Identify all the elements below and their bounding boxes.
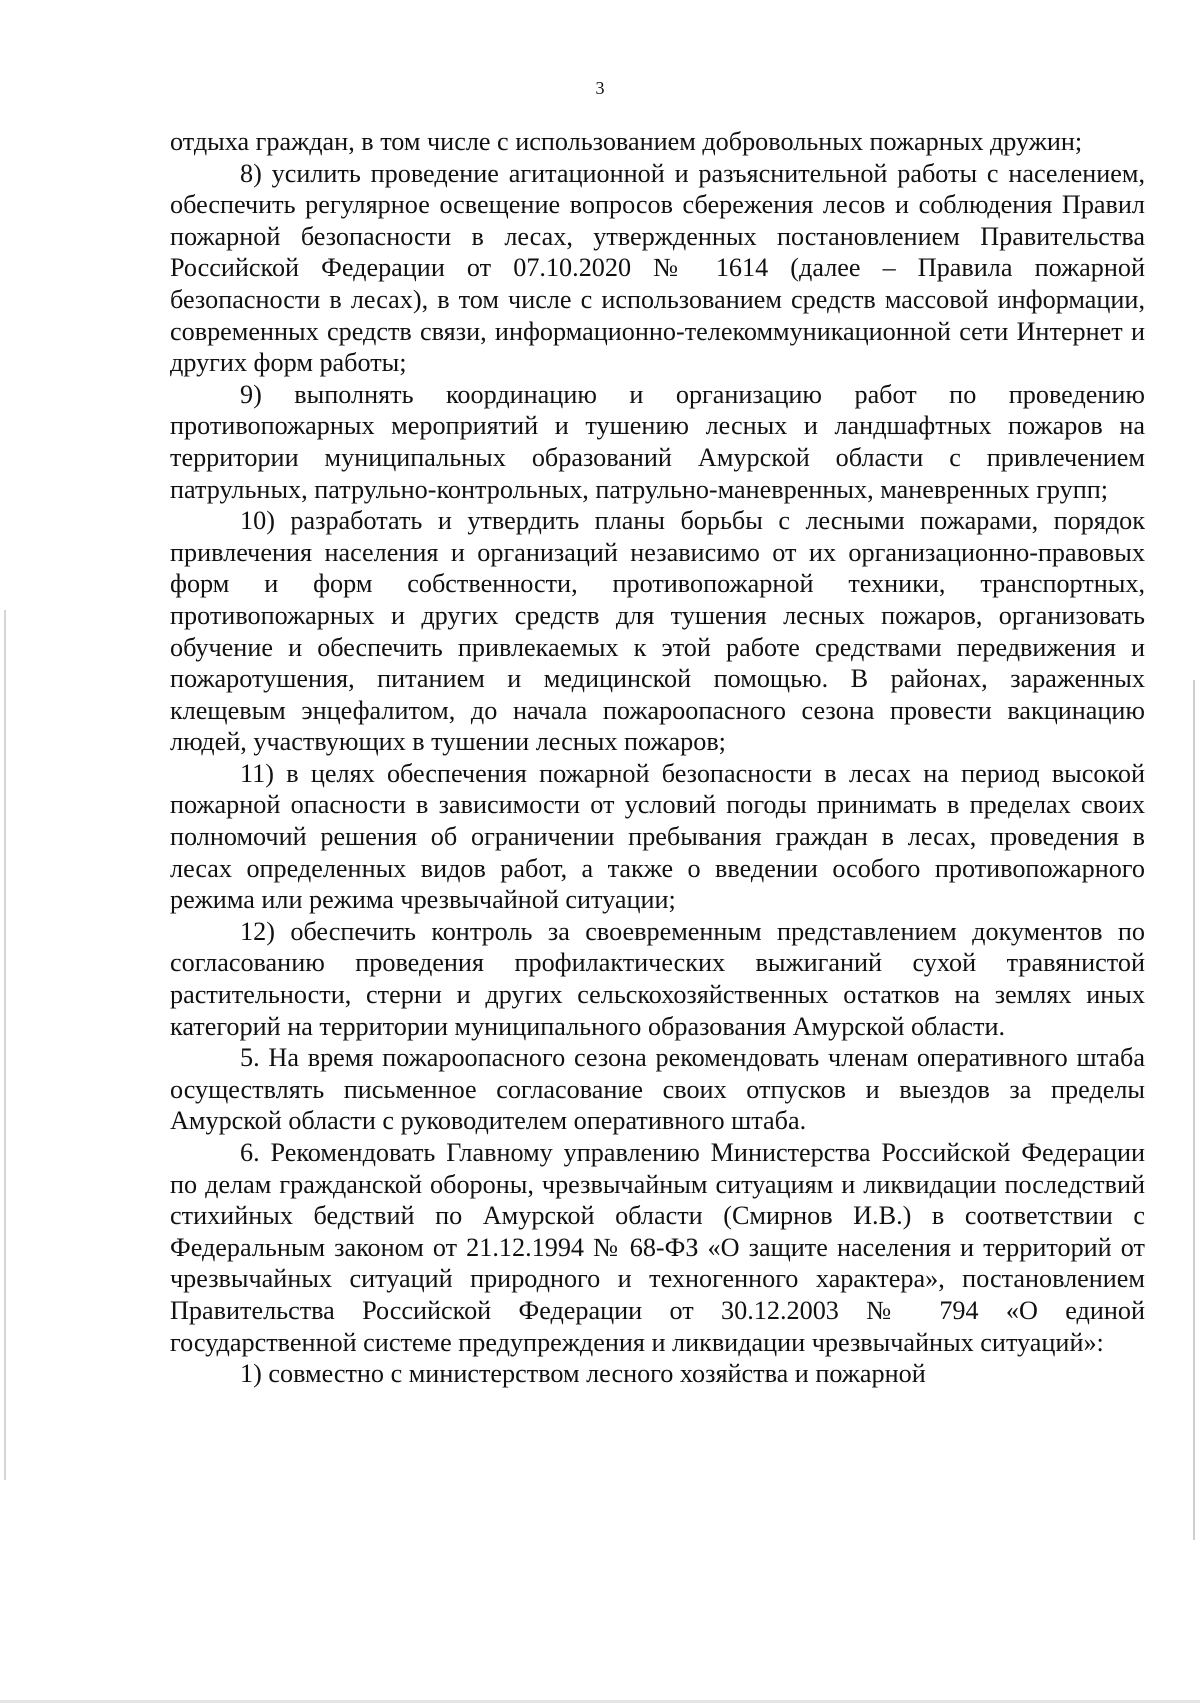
list-item-10: 10) разработать и утвердить планы борьбы с лесными пожарами, порядок привлечения населения и организаций независимо от их организационно-правовых форм и форм собственности, противопожарной техники, транспортных, противопожарных и других средств для тушения лесных пожаров, организовать обучение и обеспечить привлекаемых к этой работе средствами передвижения и пожаротушения, питанием и медицинской помощью. В районах, зараженных клещевым энцефалитом, до начала пожароопасного сезона провести вакцинацию людей, участвующих в тушении лесных пожаров; [170, 506, 1145, 757]
list-item-12: 12) обеспечить контроль за своевременным представлением документов по согласованию проведения профилактических выжиганий сухой травянистой растительности, стерни и других сельскохозяйственных остатков на землях иных категорий на территории муниципального образования Амурской области. [170, 916, 1145, 1041]
list-item-11: 11) в целях обеспечения пожарной безопасности в лесах на период высокой пожарной опасности в зависимости от условий погоды принимать в пределах своих полномочий решения об ограничении пребывания граждан в лесах, проведения в лесах определенных видов работ, а также о введении особого противопожарного режима или режима чрезвычайной ситуации; [170, 758, 1145, 915]
list-item-8: 8) усилить проведение агитационной и разъяснительной работы с населением, обеспечить регулярное освещение вопросов сбережения лесов и соблюдения Правил пожарной безопасности в лесах, утвержденных постановлением Правительства Российской Федерации от 07.10.2020 № 1614 (далее – Правила пожарной безопасности в лесах), в том числе с использованием средств массовой информации, современных средств связи, информационно-телекоммуникационной сети Интернет и других форм работы; [170, 158, 1145, 378]
page-number: 3 [595, 78, 605, 98]
paragraph-continuation: отдыха граждан, в том числе с использованием добровольных пожарных дружин; [170, 127, 1083, 156]
section-5: 5. На время пожароопасного сезона рекомендовать членам оперативного штаба осуществлять письменное согласование своих отпусков и выездов за пределы Амурской области с руководителем оперативного штаба. [170, 1043, 1145, 1136]
section-6-item-1: 1) совместно с министерством лесного хозяйства и пожарной [240, 1359, 926, 1389]
scan-edge-right [1193, 680, 1195, 1540]
list-item-9: 9) выполнять координацию и организацию работ по проведению противопожарных мероприятий и тушению лесных и ландшафтных пожаров на территории муниципальных образований Амурской области с привлечением патрульных, патрульно-контрольных, патрульно-маневренных, маневренных групп; [170, 379, 1145, 504]
section-6: 6. Рекомендовать Главному управлению Министерства Российской Федерации по делам гражданской обороны, чрезвычайным ситуациям и ликвидации последствий стихийных бедствий по Амурской области (Смирнов И.В.) в соответствии с Федеральным законом от 21.12.1994 № 68-ФЗ «О защите населения и территорий от чрезвычайных ситуаций природного и техногенного характера», постановлением Правительства Российской Федерации от 30.12.2003 № 794 «О единой государственной системе предупреждения и ликвидации чрезвычайных ситуаций»: [170, 1138, 1145, 1357]
document-body [170, 126, 1145, 1390]
scan-edge-left [4, 610, 6, 1480]
